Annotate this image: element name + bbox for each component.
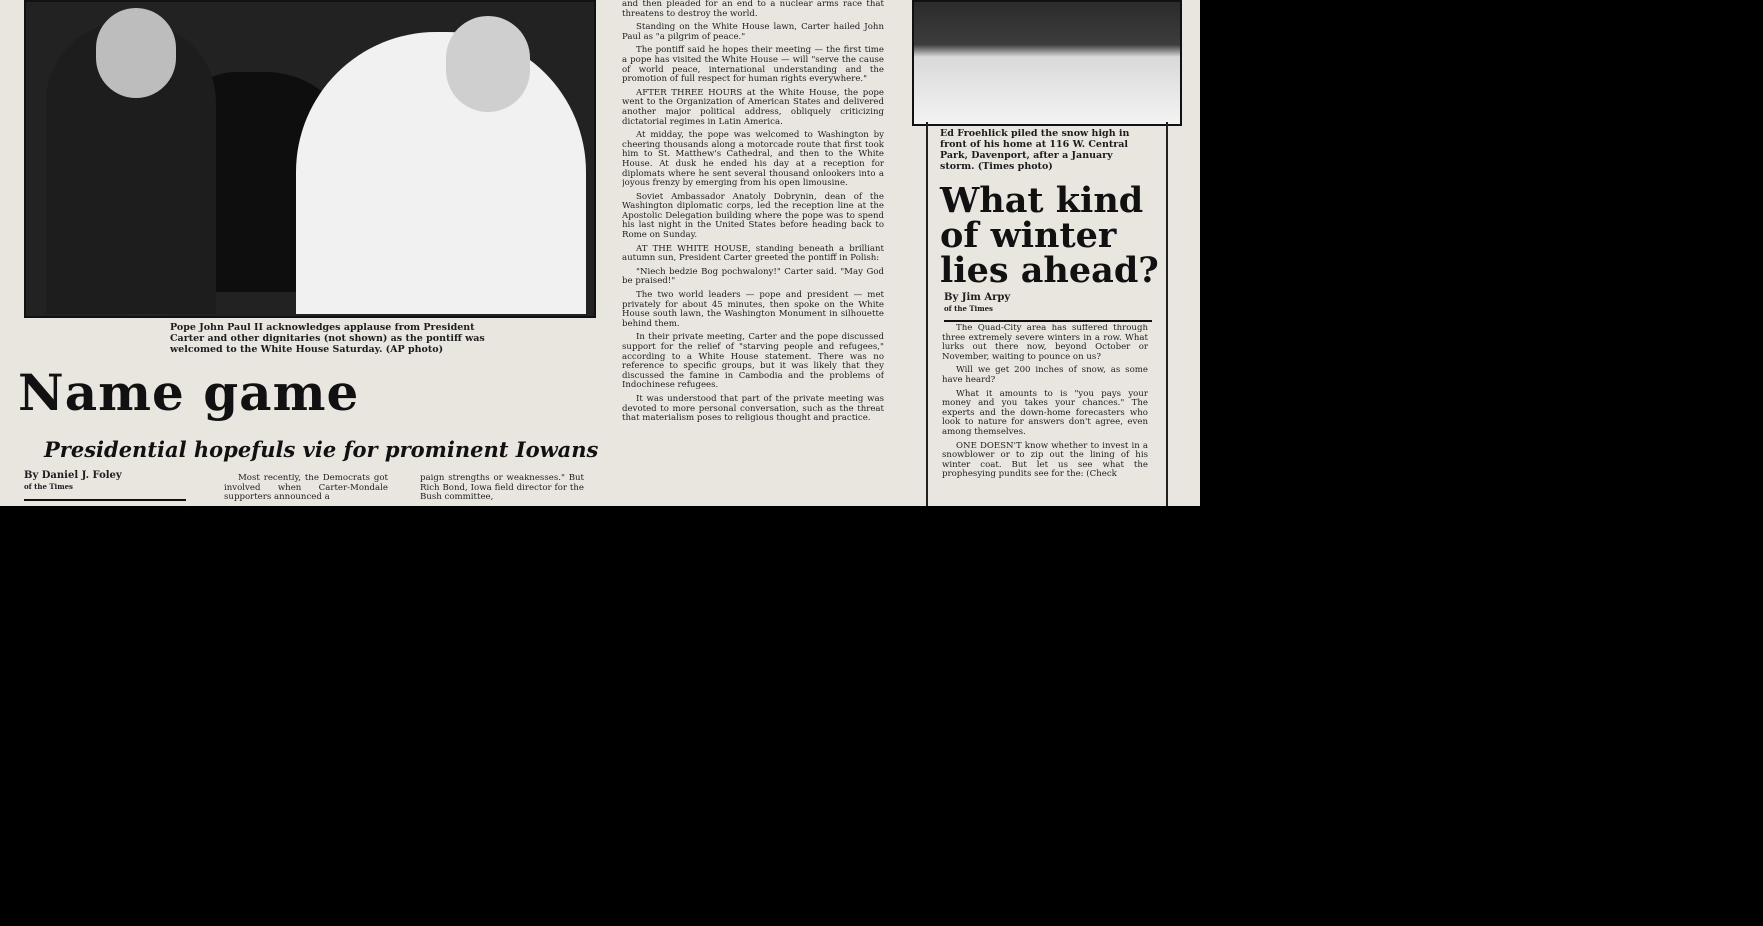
winter-headline: What kind of winter lies ahead? xyxy=(940,180,1159,291)
winter-para: ONE DOESN'T know whether to invest in a snowblower or to zip out the lining of his winter coat. But let us see what the prophesying pundits see for the: (Check xyxy=(942,440,1148,480)
winter-para: The Quad-City area has suffered through three extremely severe winters in a row. What lurks out there now, beyond October or November, waiting to pounce on us? xyxy=(942,324,1148,362)
pope-carter-photo xyxy=(24,0,596,318)
snow-photo-caption: Ed Froehlick piled the snow high in front of his home at 116 W. Central Park, Davenport, after a January storm. (Times photo) xyxy=(940,128,1130,172)
pope-para: The pontiff said he hopes their meeting — the first time a pope has visited the White House — will "serve the cause of world peace, international understanding and the promotion of full respect for human rights everywhere." xyxy=(622,45,884,85)
newspaper-page xyxy=(0,0,1200,506)
pope-para: At midday, the pope was welcomed to Washington by cheering thousands along a motorcade route that first took him to St. Matthew's Cathedral, and then to the White House. At dusk he ended his day at a reception for diplomats where he sent several thousand onlookers into a joyous frenzy by emerging from his open limousine. xyxy=(622,130,884,189)
pope-story-column xyxy=(622,0,884,506)
arpy-byline-org: of the Times xyxy=(944,304,993,313)
foley-byline xyxy=(24,470,122,492)
photo-pope-face xyxy=(446,16,530,112)
photo-carter-face xyxy=(96,8,176,98)
winter-box-right-rule xyxy=(1166,122,1168,506)
name-game-column-1 xyxy=(224,474,388,506)
pope-para: AFTER THREE HOURS at the White House, the pope went to the Organization of American States and delivered another major political address, obliquely criticizing dictatorial regimes in Latin America. xyxy=(622,87,884,127)
pope-para: In their private meeting, Carter and the pope discussed support for the relief of "starving people and refugees," according to a White House statement. There was no reference to specific groups, but it was likely that they discussed the famine in Cambodia and the problems of Indochinese refugees. xyxy=(622,332,884,391)
name-game-column-2 xyxy=(420,474,584,506)
winter-story-column xyxy=(942,324,1148,506)
foley-rule xyxy=(24,499,186,501)
name-game-headline: Name game xyxy=(18,363,360,422)
winter-box-left-rule xyxy=(926,122,928,506)
foley-byline-name: By Daniel J. Foley xyxy=(24,470,122,481)
name-game-subhead: Presidential hopefuls vie for prominent Iowans xyxy=(44,437,599,462)
pope-photo-caption: Pope John Paul II acknowledges applause from President Carter and other dignitaries (not shown) as the pontiff was welcomed to the White House Saturday. (AP photo) xyxy=(170,322,485,355)
arpy-byline-name: By Jim Arpy xyxy=(944,292,1011,303)
pope-para: The two world leaders — pope and president — met privately for about 45 minutes, then spoke on the White House south lawn, the Washington Monument in silhouette behind them. xyxy=(622,290,884,329)
pope-para: It was understood that part of the private meeting was devoted to more personal conversation, such as the threat that materialism poses to religious thought and practice. xyxy=(622,393,884,424)
arpy-byline xyxy=(944,292,1010,314)
arpy-rule xyxy=(944,320,1152,322)
winter-para: What it amounts to is "you pays your money and you takes your chances." The experts and the down-home forecasters who look to nature for answers don't agree, even among themselves. xyxy=(942,388,1148,437)
pope-para: Soviet Ambassador Anatoly Dobrynin, dean of the Washington diplomatic corps, led the reception line at the Apostolic Delegation building where the pope was to spend his last night in the United States before heading back to Rome on Sunday. xyxy=(622,191,884,241)
pope-para: "Niech bedzie Bog pochwalony!" Carter said. "May God be praised!" xyxy=(622,266,884,287)
foley-byline-org: of the Times xyxy=(24,482,73,491)
name-game-col1-text: Most recently, the Democrats got involved when Carter-Mondale supporters announced a xyxy=(224,474,388,503)
photo-pope-figure xyxy=(296,32,586,314)
winter-para: Will we get 200 inches of snow, as some have heard? xyxy=(942,365,1148,385)
snow-photo xyxy=(912,0,1182,126)
name-game-col2-text: paign strengths or weaknesses." But Rich Bond, Iowa field director for the Bush committee, xyxy=(420,474,584,503)
pope-para: Standing on the White House lawn, Carter hailed John Paul as "a pilgrim of peace." xyxy=(622,22,884,42)
pope-para: AT THE WHITE HOUSE, standing beneath a brilliant autumn sun, President Carter greeted the pontiff in Polish: xyxy=(622,243,884,264)
pope-para: and then pleaded for an end to a nuclear arms race that threatens to destroy the world. xyxy=(622,0,884,19)
